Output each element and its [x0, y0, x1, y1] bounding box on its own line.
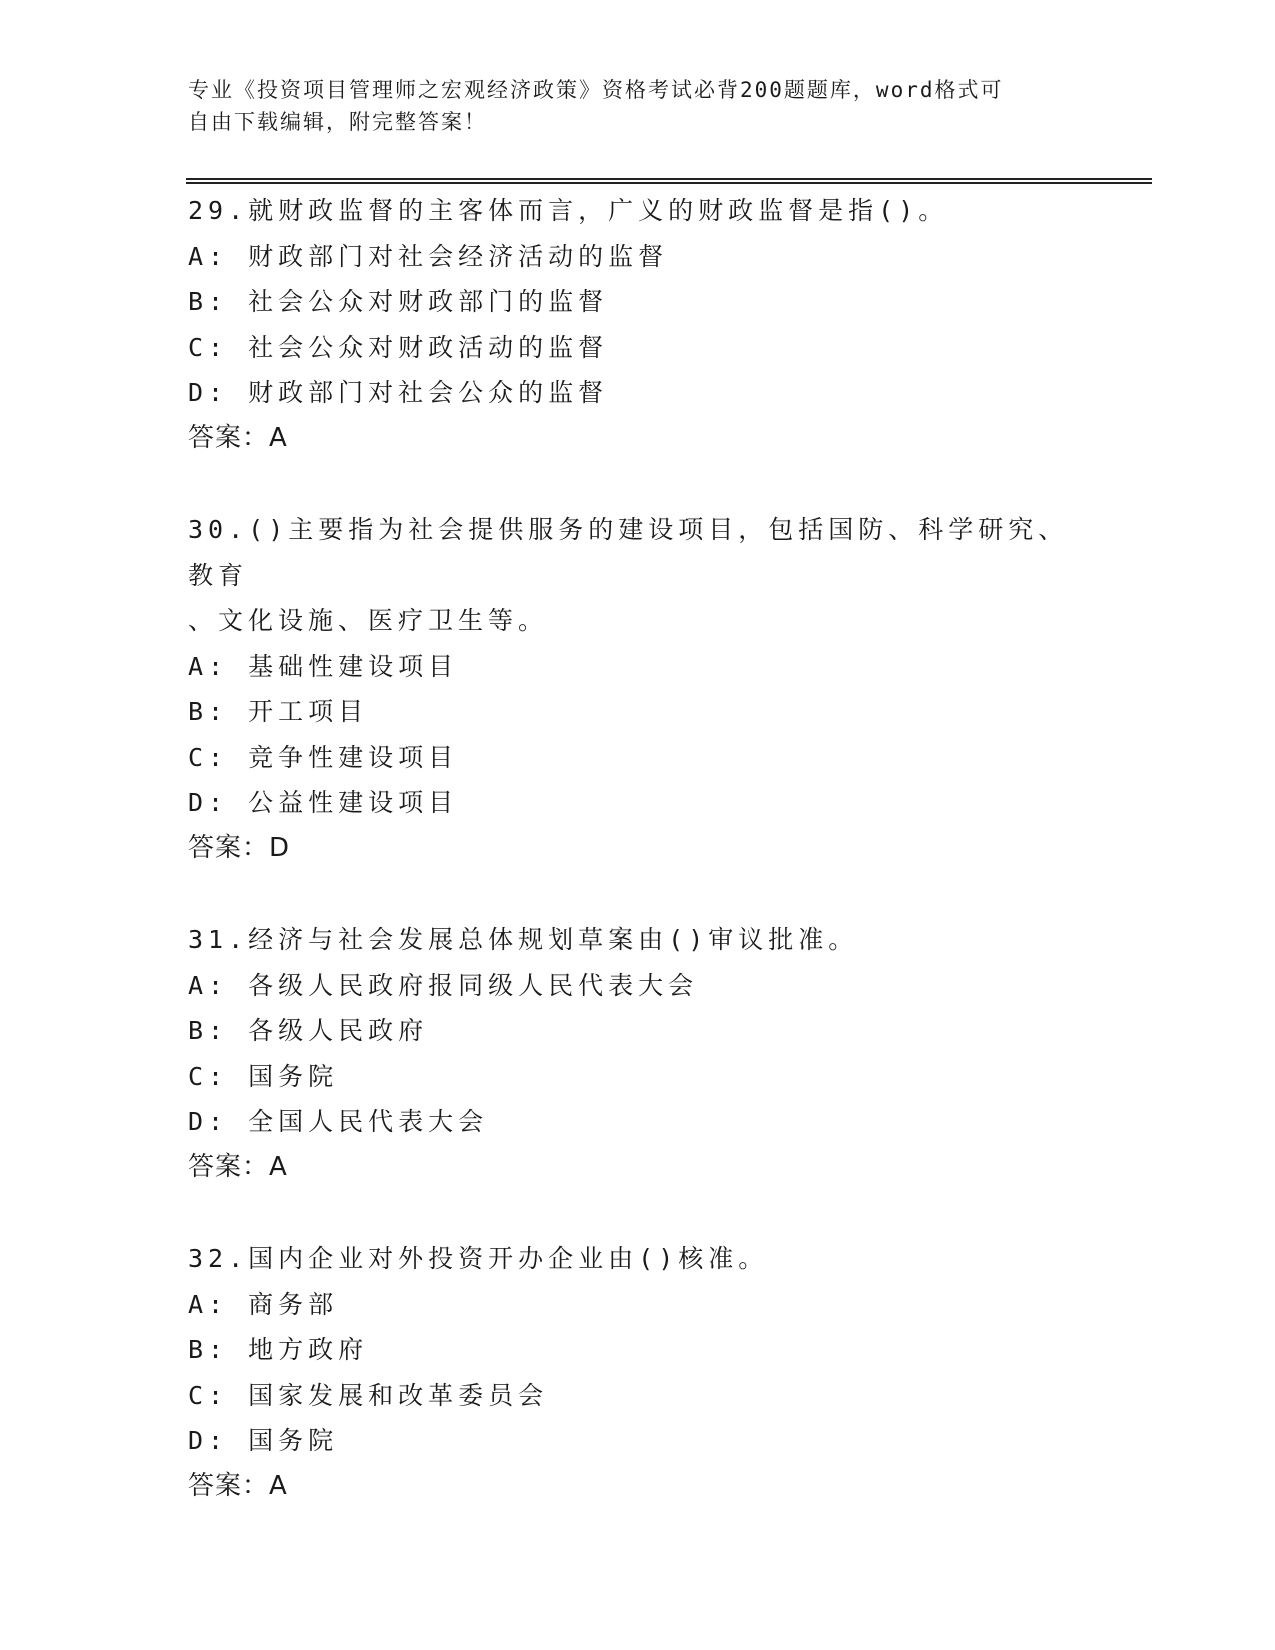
option-b: B: 社会公众对财政部门的监督 [188, 287, 609, 316]
question-text: 31.经济与社会发展总体规划草案由()审议批准。 [188, 925, 859, 954]
option-c: C: 竞争性建设项目 [188, 742, 459, 772]
option-c: C: 国家发展和改革委员会 [188, 1380, 549, 1410]
option-c: C: 国务院 [188, 1061, 339, 1091]
option-b: B: 开工项目 [188, 697, 369, 726]
question-31 [188, 917, 1088, 1190]
question-30 [188, 507, 1088, 871]
option-d: D: 全国人民代表大会 [188, 1107, 489, 1136]
divider-line-bottom [186, 182, 1152, 184]
option-c: C: 社会公众对财政活动的监督 [188, 332, 609, 362]
answer: 答案：A [188, 1470, 288, 1501]
option-d: D: 国务院 [188, 1426, 339, 1455]
question-29 [188, 188, 1088, 461]
header-divider [186, 178, 1152, 184]
answer: 答案：D [188, 832, 291, 863]
divider-line-top [186, 178, 1152, 180]
header-line-2: 自由下载编辑，附完整答案！ [188, 110, 487, 134]
question-text: 32.国内企业对外投资开办企业由()核准。 [188, 1244, 769, 1273]
question-list [188, 188, 1088, 1555]
question-text-continued: 、文化设施、医疗卫生等。 [188, 606, 549, 635]
option-d: D: 财政部门对社会公众的监督 [188, 378, 609, 407]
option-b: B: 地方政府 [188, 1335, 369, 1364]
answer: 答案：A [188, 422, 288, 453]
answer: 答案：A [188, 1151, 288, 1182]
question-text: 30.()主要指为社会提供服务的建设项目，包括国防、科学研究、教育 [188, 515, 1069, 590]
option-a: A: 商务部 [188, 1289, 339, 1319]
option-a: A: 各级人民政府报同级人民代表大会 [188, 970, 699, 1000]
option-a: A: 财政部门对社会经济活动的监督 [188, 241, 669, 271]
option-b: B: 各级人民政府 [188, 1016, 429, 1045]
question-32 [188, 1236, 1088, 1509]
header-line-1: 专业《投资项目管理师之宏观经济政策》资格考试必背200题题库，word格式可 [188, 78, 1004, 102]
option-a: A: 基础性建设项目 [188, 651, 459, 681]
option-d: D: 公益性建设项目 [188, 788, 459, 817]
question-text: 29.就财政监督的主客体而言，广义的财政监督是指()。 [188, 196, 949, 225]
document-header [188, 74, 1088, 138]
